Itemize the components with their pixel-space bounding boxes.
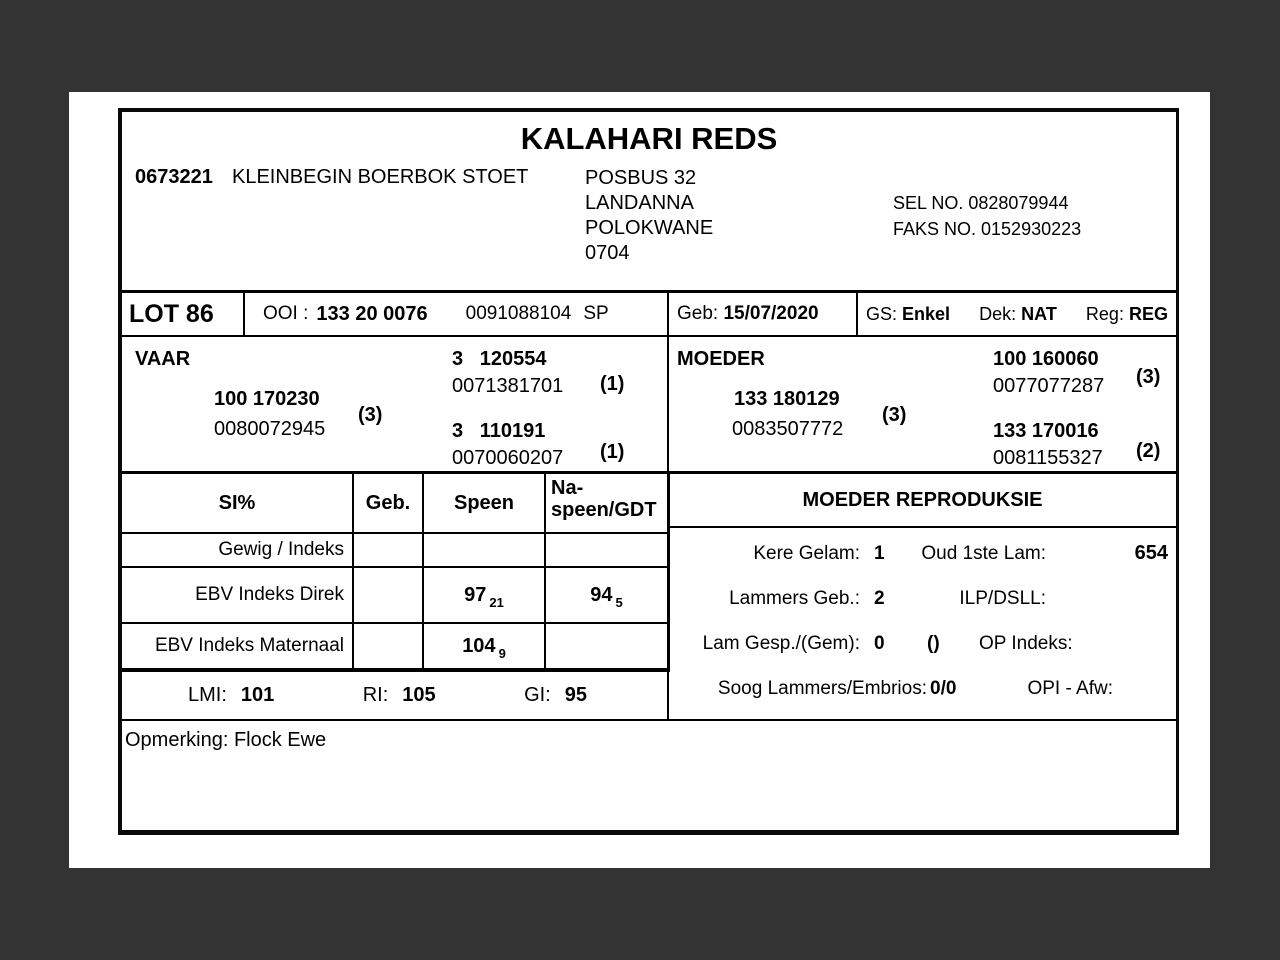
dam-id: 0083507772 <box>732 418 844 440</box>
reg-pair: Reg: REG <box>1085 303 1168 324</box>
fax-number: FAKS NO. 0152930223 <box>893 219 1082 239</box>
row-label: EBV Indeks Direk <box>122 566 352 622</box>
breeder-member-number: 0673221 <box>135 166 213 188</box>
dam-dam-note: (2) <box>1136 440 1161 462</box>
pedigree-divider <box>667 337 669 474</box>
soog-lammers-label: Soog Lammers/Embrios: <box>717 677 927 699</box>
sire-sire-number: 3 120554 <box>452 348 547 370</box>
lot-summary-row <box>122 290 1176 337</box>
sire-note: (3) <box>358 404 383 426</box>
table-cell <box>352 532 422 566</box>
sire-id: 0080072945 <box>214 418 326 440</box>
ooi-number: 133 20 0076 <box>316 302 428 325</box>
col-header-speen: Speen <box>422 474 544 532</box>
reproduction-row <box>669 621 1176 666</box>
kere-gelam-label: Kere Gelam: <box>753 542 860 564</box>
op-indeks-label: OP Indeks: <box>979 632 1073 654</box>
si-index-table <box>122 474 670 672</box>
oud-1ste-lam-value: 654 <box>1134 542 1168 564</box>
ooi-label: OOI : <box>263 303 309 324</box>
remarks-section <box>122 721 1176 825</box>
sire-section-label: VAAR <box>135 348 191 370</box>
dam-dam-number: 133 170016 <box>993 420 1099 442</box>
soog-lammers-value: 0/0 <box>930 677 957 699</box>
lot-catalog-card <box>118 108 1179 835</box>
contact-numbers <box>893 190 1081 242</box>
ewe-id-cell <box>243 293 667 335</box>
address-line: LANDANNA <box>585 192 694 214</box>
reproduction-rows <box>669 528 1176 711</box>
col-header-geb: Geb. <box>352 474 422 532</box>
reproduction-row <box>669 666 1176 711</box>
sire-dam-number: 3 110191 <box>452 420 546 442</box>
table-cell <box>544 622 667 668</box>
address-line: POSBUS 32 <box>585 167 697 189</box>
cell-number: SEL NO. 0828079944 <box>893 193 1069 213</box>
remarks-value: Flock Ewe <box>233 729 327 751</box>
page-title: KALAHARI REDS <box>520 121 778 156</box>
ebv-direk-speen: 97 <box>464 583 487 606</box>
geb-label: Geb: <box>677 303 719 324</box>
dam-number: 133 180129 <box>734 388 840 410</box>
sire-sire-id: 0071381701 <box>452 375 564 397</box>
sire-sire-note: (1) <box>600 373 625 395</box>
dam-dam-id: 0081155327 <box>993 447 1103 469</box>
opi-afw-label: OPI - Afw: <box>1027 677 1113 699</box>
ilp-dsll-label: ILP/DSLL: <box>959 587 1046 609</box>
stud-name: KLEINBEGIN BOERBOK STOET <box>232 166 529 188</box>
address-line: POLOKWANE <box>585 217 714 239</box>
dam-sire-note: (3) <box>1136 366 1161 388</box>
gi-value: 95 <box>564 684 587 706</box>
dek-pair: Dek: NAT <box>979 303 1057 324</box>
gs-pair: GS: Enkel <box>866 303 951 324</box>
row-label: EBV Indeks Maternaal <box>122 622 352 668</box>
table-cell <box>422 566 544 622</box>
reproduction-row <box>669 531 1176 576</box>
dam-sire-number: 100 160060 <box>993 348 1099 370</box>
status-cell <box>856 293 1176 335</box>
ebv-direk-speen-accuracy: 21 <box>489 594 504 610</box>
geb-value: 15/07/2020 <box>723 303 819 324</box>
ri-value: 105 <box>402 684 436 706</box>
lam-gesp-value: 0 <box>874 632 885 654</box>
col-header-si: SI% <box>218 491 256 514</box>
dam-section-label: MOEDER <box>677 348 765 370</box>
table-cell <box>422 622 544 668</box>
lmi-pair: LMI: 101 <box>188 684 275 706</box>
dam-sire-id: 0077077287 <box>993 375 1105 397</box>
birthdate-cell <box>667 293 856 335</box>
ebv-direk-naspeen: 94 <box>590 583 613 606</box>
table-cell <box>544 532 667 566</box>
table-cell <box>544 566 667 622</box>
table-cell <box>352 566 422 622</box>
ebv-maternaal-speen-accuracy: 9 <box>498 645 506 661</box>
sire-dam-note: (1) <box>600 441 625 463</box>
table-cell <box>352 622 422 668</box>
lammers-geb-label: Lammers Geb.: <box>729 587 860 609</box>
lam-gesp-gem: () <box>927 632 940 654</box>
ooi-suffix: SP <box>583 303 609 324</box>
dam-reproduction-panel <box>667 474 1176 719</box>
reproduction-row <box>669 576 1176 621</box>
selection-indices-row <box>122 672 667 719</box>
reproduction-title: MOEDER REPRODUKSIE <box>669 474 1176 528</box>
col-header-naspeen: Na-speen/GDT <box>544 474 667 532</box>
kere-gelam-value: 1 <box>874 542 885 564</box>
table-cell <box>422 532 544 566</box>
ebv-maternaal-speen: 104 <box>462 634 496 657</box>
gi-pair: GI: 95 <box>524 684 587 706</box>
ooi-registration-id: 0091088104 <box>465 303 572 324</box>
postal-address <box>585 166 713 266</box>
lam-gesp-label: Lam Gesp./(Gem): <box>702 632 860 654</box>
lot-number: LOT 86 <box>129 299 214 328</box>
remarks-label: Opmerking: <box>125 729 229 751</box>
lmi-value: 101 <box>240 684 275 706</box>
address-line: 0704 <box>585 242 630 264</box>
lammers-geb-value: 2 <box>874 587 885 609</box>
sire-dam-id: 0070060207 <box>452 447 564 469</box>
ebv-direk-naspeen-accuracy: 5 <box>615 594 623 610</box>
dam-note: (3) <box>882 404 907 426</box>
ri-pair: RI: 105 <box>362 684 436 706</box>
row-label: Gewig / Indeks <box>122 532 352 566</box>
oud-1ste-lam-label: Oud 1ste Lam: <box>921 542 1046 564</box>
document-page <box>69 92 1210 868</box>
sire-number: 100 170230 <box>214 388 320 410</box>
